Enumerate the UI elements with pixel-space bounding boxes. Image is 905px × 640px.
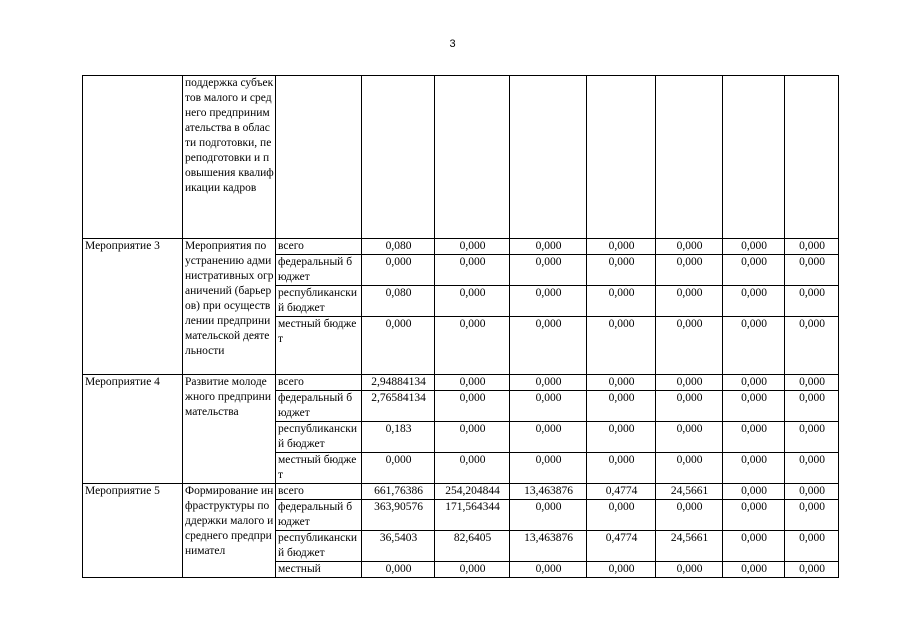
value-cell: 363,90576 (362, 500, 435, 531)
value-cell (656, 76, 723, 239)
value-cell: 0,000 (785, 375, 839, 391)
value-cell: 0,000 (435, 391, 510, 422)
description-cell: поддержка субъектов малого и среднего предпринимательства в области подготовки, переподготовки и повышения квалификации кадров (183, 76, 276, 239)
value-cell: 82,6405 (435, 531, 510, 562)
value-cell: 0,080 (362, 286, 435, 317)
description-cell: Развитие молодежного предпринимательства (183, 375, 276, 484)
value-cell: 0,000 (510, 500, 587, 531)
value-cell: 0,000 (723, 239, 785, 255)
value-cell: 0,000 (587, 422, 656, 453)
source-cell: местный бюджет (276, 453, 362, 484)
value-cell: 0,000 (510, 255, 587, 286)
value-cell: 0,000 (510, 239, 587, 255)
source-cell: всего (276, 375, 362, 391)
source-cell: местный бюджет (276, 317, 362, 375)
value-cell: 0,000 (785, 317, 839, 375)
value-cell: 0,000 (362, 317, 435, 375)
value-cell: 0,000 (510, 317, 587, 375)
value-cell: 0,000 (587, 239, 656, 255)
value-cell: 0,000 (435, 317, 510, 375)
value-cell: 0,183 (362, 422, 435, 453)
value-cell (587, 76, 656, 239)
value-cell: 0,000 (785, 453, 839, 484)
value-cell: 0,000 (723, 484, 785, 500)
value-cell: 36,5403 (362, 531, 435, 562)
event-cell: Мероприятие 5 (83, 484, 183, 578)
value-cell (723, 76, 785, 239)
value-cell: 0,000 (656, 239, 723, 255)
source-cell: республиканский бюджет (276, 286, 362, 317)
value-cell: 0,000 (435, 286, 510, 317)
value-cell: 13,463876 (510, 484, 587, 500)
value-cell: 0,000 (785, 562, 839, 578)
event-cell: Мероприятие 3 (83, 239, 183, 375)
source-cell: федеральный бюджет (276, 255, 362, 286)
source-cell: всего (276, 239, 362, 255)
value-cell: 0,000 (723, 317, 785, 375)
value-cell: 0,000 (723, 422, 785, 453)
value-cell: 0,4774 (587, 484, 656, 500)
value-cell (362, 76, 435, 239)
value-cell: 24,5661 (656, 531, 723, 562)
value-cell: 0,000 (587, 317, 656, 375)
page-number: 3 (449, 38, 456, 50)
value-cell: 0,000 (587, 375, 656, 391)
value-cell (785, 76, 839, 239)
table-row (83, 375, 839, 391)
value-cell: 0,000 (587, 453, 656, 484)
value-cell: 13,463876 (510, 531, 587, 562)
table-row (83, 484, 839, 500)
value-cell: 24,5661 (656, 484, 723, 500)
source-cell: республиканский бюджет (276, 531, 362, 562)
value-cell: 2,94884134 (362, 375, 435, 391)
value-cell: 0,000 (435, 239, 510, 255)
value-cell (435, 76, 510, 239)
value-cell: 0,000 (785, 255, 839, 286)
value-cell: 0,000 (785, 286, 839, 317)
value-cell: 0,000 (587, 286, 656, 317)
value-cell: 0,000 (656, 453, 723, 484)
value-cell: 0,000 (656, 317, 723, 375)
value-cell: 0,000 (785, 484, 839, 500)
value-cell: 0,000 (435, 255, 510, 286)
value-cell: 0,000 (723, 375, 785, 391)
event-cell (83, 76, 183, 239)
value-cell: 0,000 (723, 453, 785, 484)
value-cell: 0,000 (435, 422, 510, 453)
value-cell: 0,000 (510, 562, 587, 578)
value-cell: 0,4774 (587, 531, 656, 562)
value-cell: 0,000 (587, 255, 656, 286)
value-cell: 0,000 (510, 375, 587, 391)
value-cell: 0,000 (656, 562, 723, 578)
value-cell: 0,000 (656, 391, 723, 422)
value-cell: 0,000 (656, 422, 723, 453)
value-cell: 0,000 (723, 562, 785, 578)
value-cell: 0,000 (656, 500, 723, 531)
value-cell: 0,000 (785, 531, 839, 562)
table-row (83, 239, 839, 255)
value-cell: 254,204844 (435, 484, 510, 500)
description-cell: Мероприятия по устранению административных ограничений (барьеров) при осуществлении предпринимательской деятельности (183, 239, 276, 375)
value-cell: 0,000 (510, 422, 587, 453)
value-cell: 0,000 (362, 562, 435, 578)
value-cell: 0,080 (362, 239, 435, 255)
value-cell: 0,000 (723, 531, 785, 562)
source-cell (276, 76, 362, 239)
value-cell (510, 76, 587, 239)
value-cell: 0,000 (362, 453, 435, 484)
value-cell: 0,000 (785, 391, 839, 422)
value-cell: 171,564344 (435, 500, 510, 531)
budget-table (82, 75, 839, 578)
value-cell: 0,000 (510, 391, 587, 422)
value-cell: 0,000 (723, 391, 785, 422)
value-cell: 0,000 (723, 255, 785, 286)
value-cell: 0,000 (656, 375, 723, 391)
table-row (83, 76, 839, 239)
source-cell: федеральный бюджет (276, 391, 362, 422)
value-cell: 0,000 (510, 286, 587, 317)
description-cell: Формирование инфраструктуры поддержки малого и среднего предпринимател (183, 484, 276, 578)
value-cell: 0,000 (785, 500, 839, 531)
value-cell: 0,000 (785, 239, 839, 255)
value-cell: 0,000 (785, 422, 839, 453)
value-cell: 0,000 (435, 375, 510, 391)
value-cell: 2,76584134 (362, 391, 435, 422)
value-cell: 661,76386 (362, 484, 435, 500)
value-cell: 0,000 (723, 286, 785, 317)
value-cell: 0,000 (656, 286, 723, 317)
value-cell: 0,000 (723, 500, 785, 531)
source-cell: местный (276, 562, 362, 578)
source-cell: республиканский бюджет (276, 422, 362, 453)
source-cell: федеральный бюджет (276, 500, 362, 531)
value-cell: 0,000 (510, 453, 587, 484)
value-cell: 0,000 (435, 453, 510, 484)
value-cell: 0,000 (435, 562, 510, 578)
value-cell: 0,000 (587, 391, 656, 422)
value-cell: 0,000 (656, 255, 723, 286)
source-cell: всего (276, 484, 362, 500)
value-cell: 0,000 (362, 255, 435, 286)
event-cell: Мероприятие 4 (83, 375, 183, 484)
value-cell: 0,000 (587, 500, 656, 531)
value-cell: 0,000 (587, 562, 656, 578)
